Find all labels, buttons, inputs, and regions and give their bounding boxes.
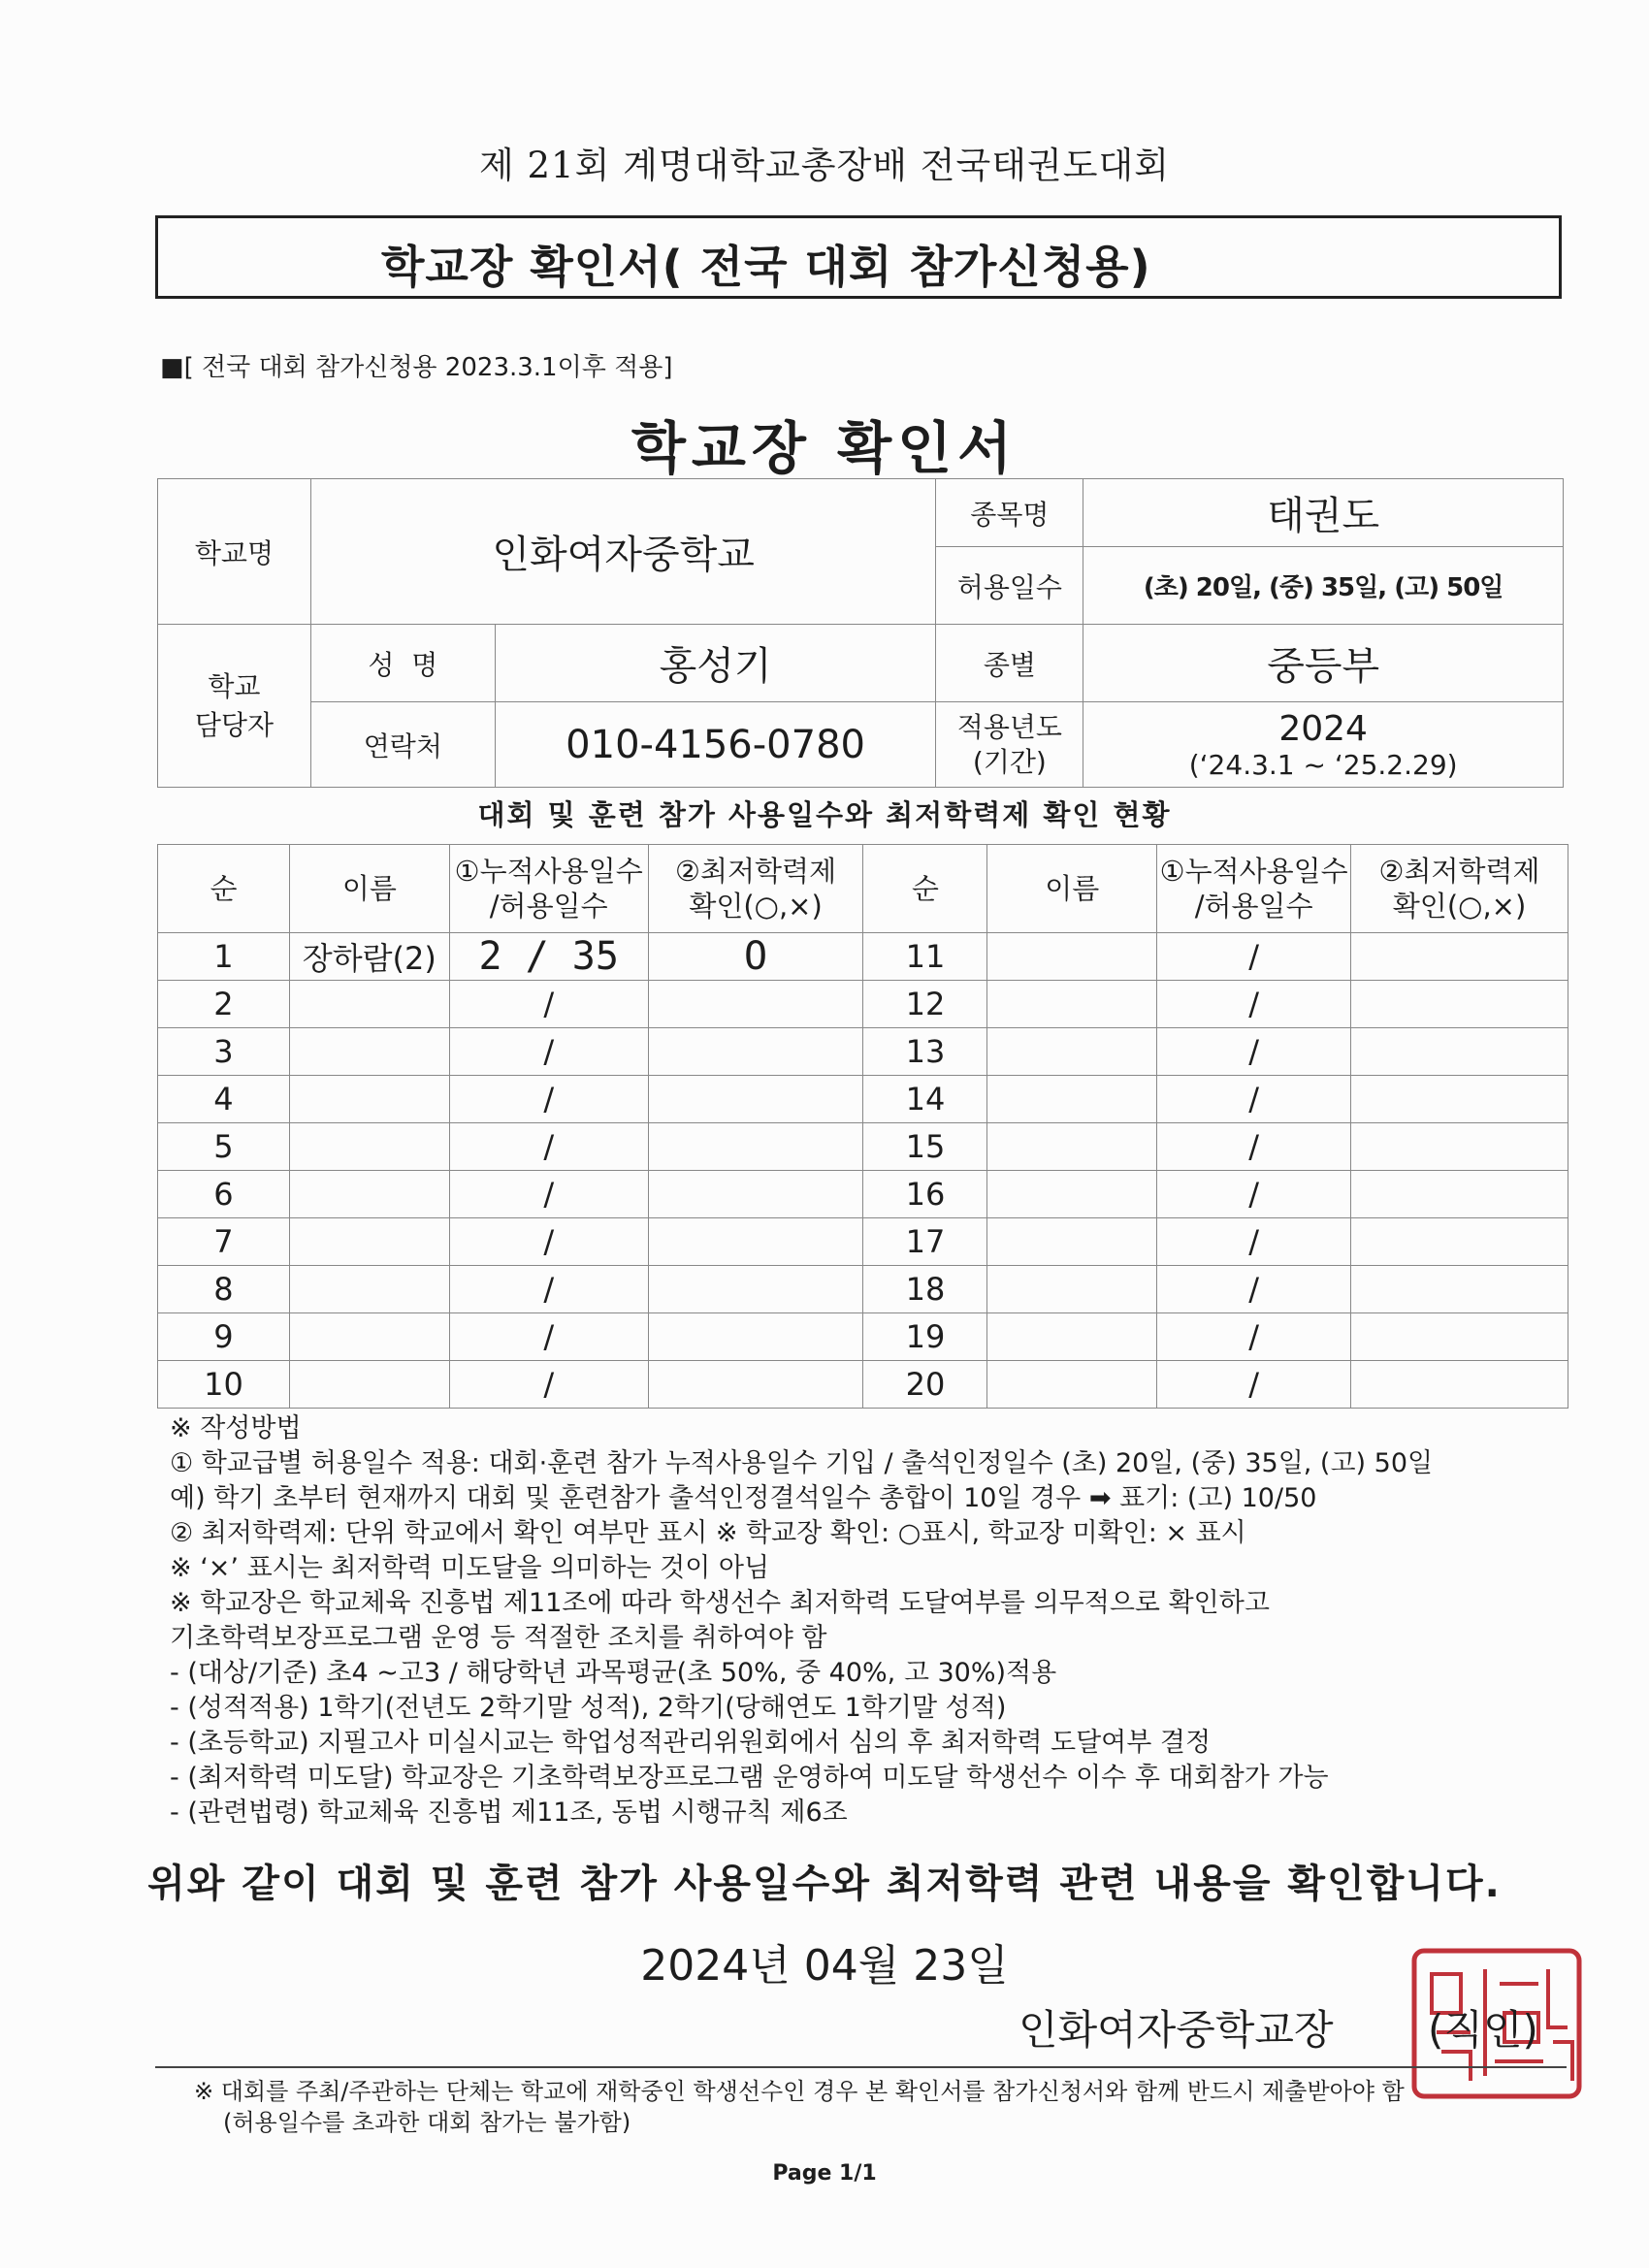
table-row [158,1218,1568,1266]
note-line: 기초학력보장프로그램 운영 등 적절한 조치를 취하여야 함 [170,1623,827,1653]
period-value: (‘24.3.1 ~ ‘25.2.29) [1188,748,1458,781]
row-number: 16 [863,1171,987,1218]
used-days: / [449,1361,648,1409]
used-days: / [1157,1266,1351,1313]
used-days: / [449,1028,648,1076]
used-days: / [1157,1218,1351,1266]
event-value: 태권도 [1083,479,1564,547]
year-label: 적용년도 (기간) [936,702,1083,788]
min-academic-check: O [648,933,863,981]
used-days: / [1157,1171,1351,1218]
min-academic-check [648,1076,863,1123]
row-number: 3 [158,1028,290,1076]
row-number: 2 [158,981,290,1028]
header-no: 순 [158,845,290,933]
min-academic-check [1351,933,1568,981]
used-days: / [449,1218,648,1266]
header-no-2: 순 [863,845,987,933]
table-row [158,933,1568,981]
note-line: 예) 학기 초부터 현재까지 대회 및 훈련참가 출석인정결석일수 총합이 10일 경우 ➡ 표기: (고) 10/50 [170,1483,1317,1513]
category-label: 종별 [936,625,1083,702]
used-days: / [1157,1313,1351,1361]
min-academic-check [1351,1266,1568,1313]
used-days: / [449,1123,648,1171]
athlete-name [289,1313,449,1361]
note-line: - (대상/기준) 초4 ~고3 / 해당학년 과목평균(초 50%, 중 40%, 고 30%)적용 [170,1658,1057,1688]
note-line: - (최저학력 미도달) 학교장은 기초학력보장프로그램 운영하여 미도달 학생선수 이수 후 대회참가 가능 [170,1763,1329,1793]
row-number: 4 [158,1076,290,1123]
school-label: 학교명 [158,479,311,625]
info-table [157,478,1564,788]
header-check: ②최저학력제 확인(○,×) [648,845,863,933]
used-days: 2 / 35 [449,933,648,981]
document-title: 학교장 확인서 [630,415,1018,481]
athlete-name [289,1076,449,1123]
name-label: 성 명 [310,625,495,702]
category-value: 중등부 [1083,625,1564,702]
allowed-value: (초) 20일, (중) 35일, (고) 50일 [1083,547,1564,625]
issue-date: 2024년 04월 23일 [640,1941,1009,1991]
row-number: 17 [863,1218,987,1266]
table-row [158,1028,1568,1076]
footer-note [194,2076,1571,2138]
signer-name: 인화여자중학교장 [1018,2006,1334,2054]
athlete-name [987,1218,1157,1266]
row-number: 11 [863,933,987,981]
athlete-name [289,1218,449,1266]
notes [170,1411,1576,1831]
used-days: / [1157,1076,1351,1123]
note-line: - (성적적용) 1학기(전년도 2학기말 성적), 2학기(당해연도 1학기말 성적) [170,1693,1007,1723]
athlete-name [987,1171,1157,1218]
min-academic-check [648,1218,863,1266]
note-line: - (관련법령) 학교체육 진흥법 제11조, 동법 시행규칙 제6조 [170,1798,848,1828]
row-number: 10 [158,1361,290,1409]
used-days: / [1157,981,1351,1028]
event-label: 종목명 [936,479,1083,547]
title-box [155,215,1562,299]
athlete-name [987,981,1157,1028]
table-row [158,1313,1568,1361]
used-days: / [449,1171,648,1218]
event-title: 제 21회 계명대학교총장배 전국태권도대회 [479,145,1170,186]
row-number: 1 [158,933,290,981]
row-number: 5 [158,1123,290,1171]
used-days: / [1157,1123,1351,1171]
athlete-name [289,981,449,1028]
note-line: - (초등학교) 지필고사 미실시교는 학업성적관리위원회에서 심의 후 최저학력 도달여부 결정 [170,1728,1212,1758]
note-line: ① 학교급별 허용일수 적용: 대회·훈련 참가 누적사용일수 기입 / 출석인정일수 (초) 20일, (중) 35일, (고) 50일 [170,1448,1434,1478]
contact-value: 010-4156-0780 [495,702,936,788]
min-academic-check [1351,1123,1568,1171]
note-line: ② 최저학력제: 단위 학교에서 확인 여부만 표시 ※ 학교장 확인: ○표시, 학교장 미확인: × 표시 [170,1518,1246,1548]
min-academic-check [1351,1361,1568,1409]
table-row [158,1171,1568,1218]
roster-table [157,844,1568,1409]
min-academic-check [648,1171,863,1218]
footer-line: (허용일수를 초과한 대회 참가는 불가함) [223,2109,631,2136]
athlete-name [289,1171,449,1218]
min-academic-check [1351,981,1568,1028]
athlete-name [289,1266,449,1313]
note-line: ※ 작성방법 [170,1413,302,1443]
used-days: / [449,981,648,1028]
used-days: / [1157,1028,1351,1076]
row-number: 14 [863,1076,987,1123]
header-days-2: ①누적사용일수 /허용일수 [1157,845,1351,933]
row-number: 7 [158,1218,290,1266]
min-academic-check [648,1313,863,1361]
athlete-name: 장하람(2) [289,933,449,981]
table-row [158,1361,1568,1409]
athlete-name [987,1028,1157,1076]
used-days: / [449,1076,648,1123]
used-days: / [1157,933,1351,981]
seal-label: (직인) [1428,2006,1538,2054]
table-row [158,1266,1568,1313]
contact-label: 연락처 [310,702,495,788]
min-academic-check [1351,1028,1568,1076]
name-value: 홍성기 [495,625,936,702]
min-academic-check [1351,1218,1568,1266]
row-number: 19 [863,1313,987,1361]
min-academic-check [1351,1313,1568,1361]
header-name: 이름 [289,845,449,933]
min-academic-check [648,1028,863,1076]
athlete-name [289,1123,449,1171]
min-academic-check [648,1266,863,1313]
row-number: 15 [863,1123,987,1171]
used-days: / [449,1313,648,1361]
box-title: 학교장 확인서( 전국 대회 참가신청용) [381,241,1151,293]
page-number: Page 1/1 [772,2161,877,2186]
row-number: 6 [158,1171,290,1218]
note-line: ※ 학교장은 학교체육 진흥법 제11조에 따라 학생선수 최저학력 도달여부를 의무적으로 확인하고 [170,1588,1270,1618]
year-value: 2024 [1278,708,1368,749]
min-academic-check [648,1123,863,1171]
row-number: 18 [863,1266,987,1313]
row-number: 20 [863,1361,987,1409]
header-days: ①누적사용일수 /허용일수 [449,845,648,933]
year-cell [1083,702,1564,788]
footer-divider [155,2066,1567,2068]
row-number: 12 [863,981,987,1028]
confirm-statement: 위와 같이 대회 및 훈련 참가 사용일수와 최저학력 관련 내용을 확인합니다. [147,1862,1502,1906]
athlete-name [987,1313,1157,1361]
athlete-name [289,1028,449,1076]
min-academic-check [648,1361,863,1409]
manager-label: 학교 담당자 [158,625,311,788]
footer-line: ※ 대회를 주최/주관하는 단체는 학교에 재학중인 학생선수인 경우 본 확인서를 참가신청서와 함께 반드시 제출받아야 함 [194,2078,1405,2105]
note-line: ※ ‘×’ 표시는 최저학력 미도달을 의미하는 것이 아님 [170,1553,770,1583]
athlete-name [987,1266,1157,1313]
athlete-name [987,1123,1157,1171]
used-days: / [1157,1361,1351,1409]
min-academic-check [1351,1076,1568,1123]
table-row [158,1076,1568,1123]
min-academic-check [648,981,863,1028]
roster-body [158,933,1568,1409]
roster-section-title: 대회 및 훈련 참가 사용일수와 최저학력제 확인 현황 [477,798,1172,831]
table-row [158,1123,1568,1171]
row-number: 9 [158,1313,290,1361]
athlete-name [987,1076,1157,1123]
athlete-name [289,1361,449,1409]
athlete-name [987,933,1157,981]
row-number: 13 [863,1028,987,1076]
used-days: / [449,1266,648,1313]
row-number: 8 [158,1266,290,1313]
applicability-note: ■[ 전국 대회 참가신청용 2023.3.1이후 적용] [160,353,673,382]
athlete-name [987,1361,1157,1409]
school-value: 인화여자중학교 [310,479,936,625]
allowed-label: 허용일수 [936,547,1083,625]
header-name-2: 이름 [987,845,1157,933]
header-check-2: ②최저학력제 확인(○,×) [1351,845,1568,933]
table-row [158,981,1568,1028]
min-academic-check [1351,1171,1568,1218]
